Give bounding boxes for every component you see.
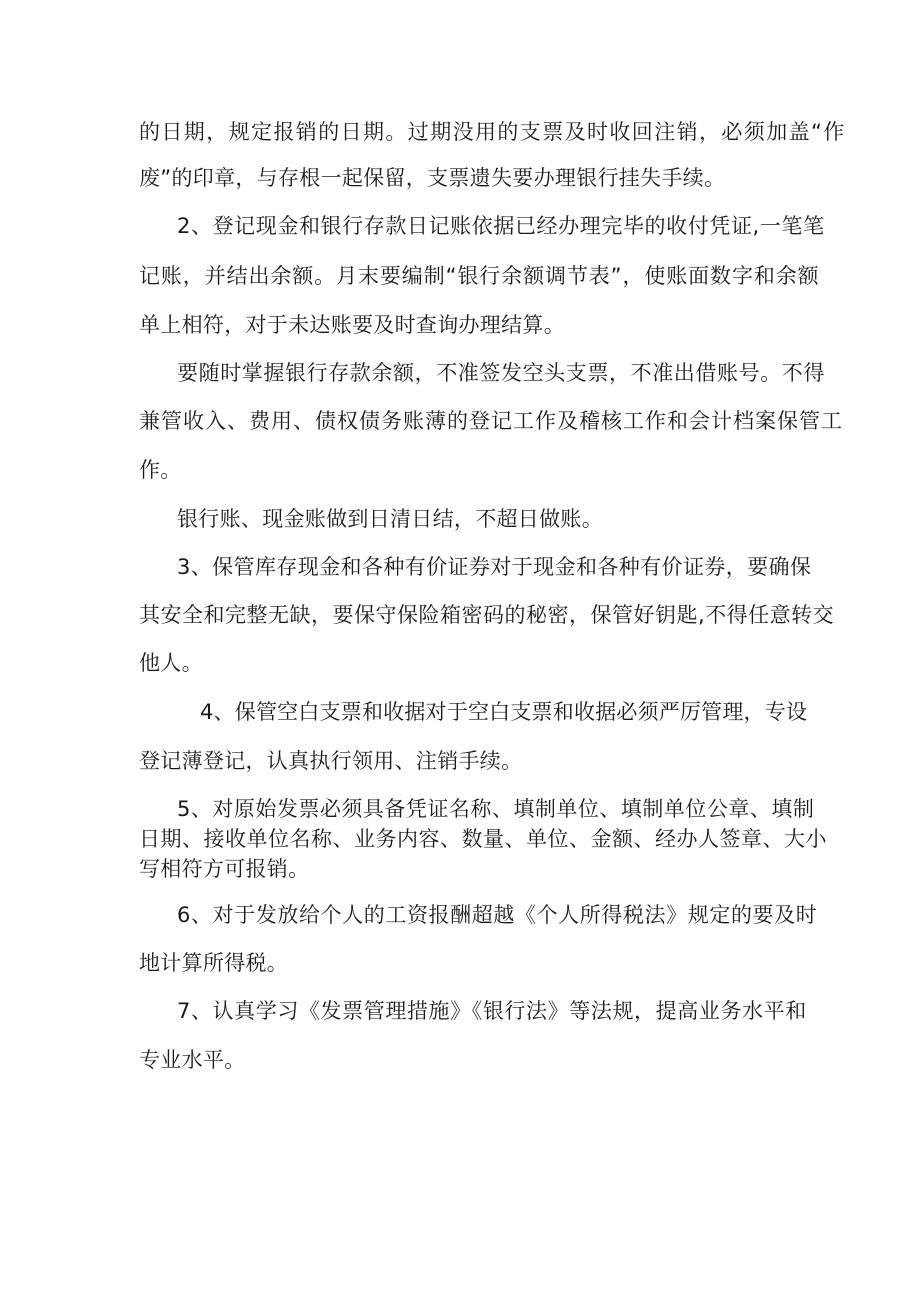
text-line: 3、保管库存现金和各种有价证券对于现金和各种有价证券，要确保 (177, 555, 812, 579)
text-line: 登记薄登记，认真执行领用、注销手续。 (139, 749, 523, 773)
text-line: 2、登记现金和银行存款日记账依据已经办理完毕的收付凭证,一笔笔 (177, 214, 825, 238)
text-line: 记账，并结出余额。月末要编制“银行余额调节表”，使账面数字和余额 (139, 264, 820, 288)
text-line: 7、认真学习《发票管理措施》《银行法》等法规，提高业务水平和 (177, 999, 807, 1023)
text-line: 他人。 (139, 651, 203, 675)
text-line: 专业水平。 (139, 1048, 246, 1072)
text-line: 单上相符，对于未达账要及时查询办理结算。 (139, 313, 565, 337)
text-line: 作。 (139, 458, 182, 482)
text-line: 地计算所得税。 (139, 951, 289, 975)
text-line: 的日期，规定报销的日期。过期没用的支票及时收回注销，必须加盖“作 (139, 120, 846, 144)
text-line: 废”的印章，与存根一起保留，支票遗失要办理银行挂失手续。 (139, 166, 726, 190)
text-line: 6、对于发放给个人的工资报酬超越《个人所得税法》规定的要及时 (177, 903, 818, 927)
text-line: 要随时掌握银行存款余额，不准签发空头支票，不准出借账号。不得 (177, 361, 825, 385)
text-line: 日期、接收单位名称、业务内容、数量、单位、金额、经办人签章、大小 (139, 827, 827, 851)
text-line: 写相符方可报销。 (139, 857, 310, 881)
text-line: 银行账、现金账做到日清日结，不超日做账。 (177, 507, 603, 531)
text-line: 其安全和完整无缺，要保守保险箱密码的秘密，保管好钥匙,不得任意转交 (139, 603, 835, 627)
text-line: 5、对原始发票必须具备凭证名称、填制单位、填制单位公章、填制 (177, 797, 815, 821)
text-line: 兼管收入、费用、债权债务账薄的登记工作及稽核工作和会计档案保管工 (139, 409, 843, 433)
text-line: 4、保管空白支票和收据对于空白支票和收据必须严厉管理，专设 (200, 700, 808, 724)
